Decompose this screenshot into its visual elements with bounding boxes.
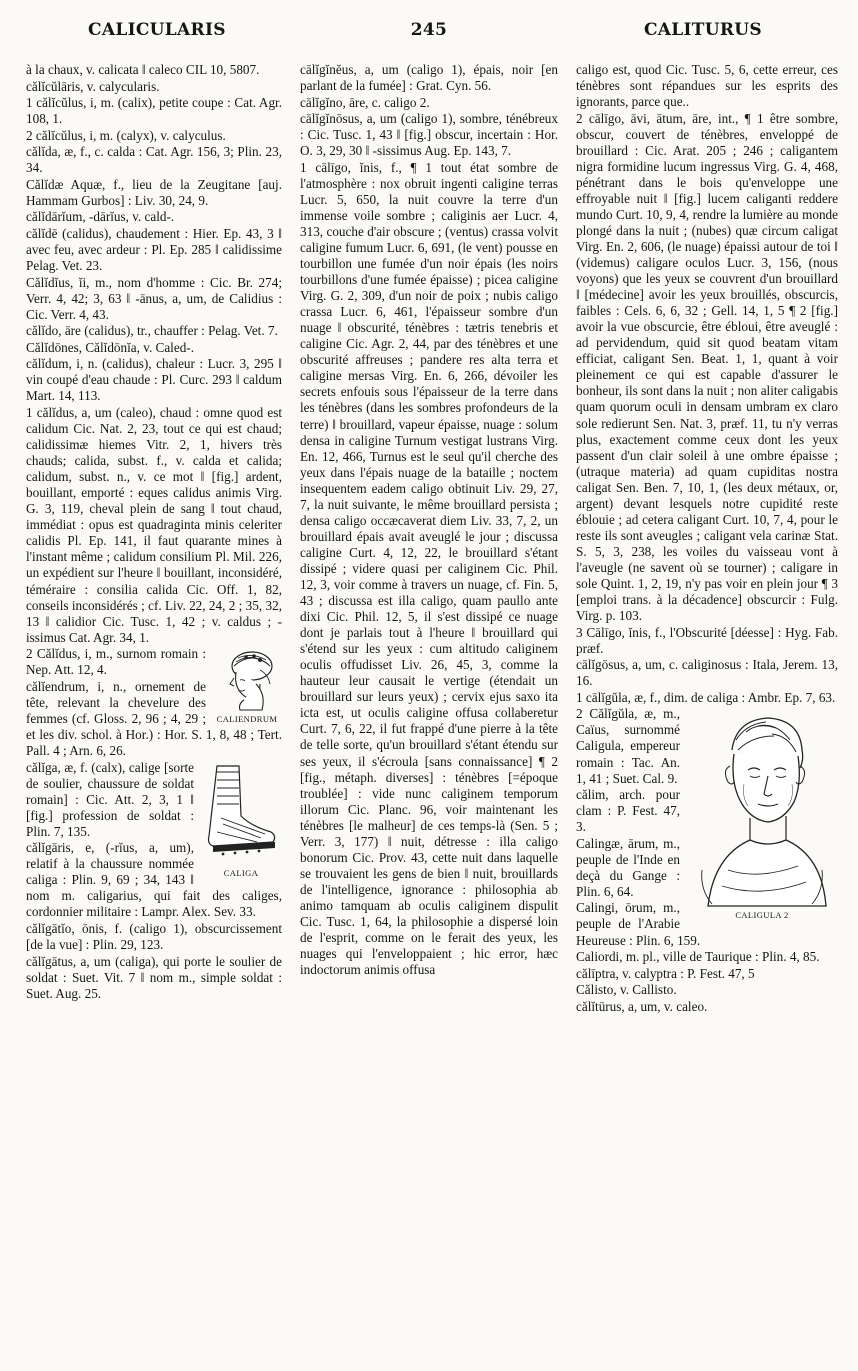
entry: 1 cālīgo, ĭnis, f., ¶ 1 tout état sombre de l'atmosphère : nox obruit ingenti caligine terras Lucr. 5, 650, la nuit couvre la terre d'un immense voile sombre ; caliginis aer Lucr. 4, 313, couche d'air obscure ; (ventus) crassa volvit caligine fumum Lucr. 6, 691, (le vent) pousse en tourbillon une fumée d'un noir épais (les noirs tourbillons d'une fumée épaisse) ; picea caligine Virg. G. 2, 309, d'un noir de poix ; nubis caligo crassa Lucr. 6, 461, l'épaisseur sombre d'un nuage ‖ obscurité, ténèbres : tætris tenebris et caligine Cic. Agr. 2, 44, par des ténèbres et une obscurité affreuses ; pandere res alta terra et caligine mersas Virg. En. 6, 266, dévoiler les secrets enfouis sous l'épaisseur de la terre dans les ténèbres (dans les sombres profondeurs de la terre) ‖ brouillard, vapeur épaisse, nuage : solum densa in caligine Turnum vestigat lustrans Virg. En. 12, 466, Turnus est le seul qu'il cherche des yeux dans l'épais nuage de la bataille ; noctem insequentem eadem caligo obtinuit Liv. 29, 27, 7, la nuit suivante, le même brouillard persista ; densa caligo occæcaverat diem Liv. 33, 7, 2, un brouillard épais avait aveuglé le jour ; discussa caligine Curt. 4, 12, 22, le brouillard s'étant dissipé ; videre quasi per caliginem Cic. Phil. 12, 3, voir comme à travers un nuage, cf. Fin. 5, 43 ; discussa est illa caligo, quam paullo ante dixi Cic. Phil. 12, 5, il s'est dissipé ce nuage dont je parlais tout à l'heure ‖ brouillard qui s'étend sur les yeux : cum altitudo caliginem oculis offudisset Liv. 26, 45, 3, comme la hauteur leur causait le vertige (étendait un brouillard sur leurs yeux) ; cervix ejus saxo ita icta est, ut oculis caligine offusa collaberetur Curt. 7, 6, 22, il fut frappé d'une pierre à la tête de telle sorte, qu'un brouillard s'étant étendu sur ses yeux, il s'écroula [sans connaissance] ¶ 2 [fig., métaph. diverses] : ténèbres [=époque troublée] : vide nunc caliginem temporum illorum Cic. Planc. 96, voir maintenant les ténèbres [le malheur] de ces temps-là (Sen. 5 ; Verr. 3, 177) ‖ nuit, détresse : illa caligo bonorum Cic. Prov. 43, cette nuit dans laquelle se trouvaient les gens de bien ‖ nuit, brouillards de l'intelligence, ignorance : philosophia ab animo tamquam ab oculis caliginem dispulit Cic. Tusc. 1, 64, la philosophie a dispersé loin de l'esprit, comme on le ferait des yeux, les nuages qui l'enveloppaient ; hic error, hæc indoctorum animis offusa bbox=[300, 159, 558, 978]
caliga-sandal-illustration bbox=[203, 762, 279, 868]
entry: cālĭgōsus, a, um, c. caliginosus : Itala, Jerem. 13, 16. bbox=[576, 657, 838, 689]
entry: călĭcŭlāris, v. calycularis. bbox=[26, 78, 160, 94]
entry: à la chaux, v. calicata ‖ caleco CIL 10, 5807. bbox=[26, 62, 260, 77]
caligula-bust-illustration bbox=[688, 710, 836, 910]
entry: călĭdē (calidus), chaudement : Hier. Ep. 43, 3 ‖ avec feu, avec ardeur : Pl. Ep. 285 ‖ calidissime Pelag. Vet. 23. bbox=[26, 225, 282, 274]
caliendrum-caption: CALIENDRUM bbox=[216, 714, 278, 725]
entry: cālĭgĭnĕus, a, um (caligo 1), épais, noir [en parlant de la fumée] : Grat. Cyn. 56. bbox=[300, 62, 558, 94]
entry: 3 Cālīgo, ĭnis, f., l'Obscurité [déesse] : Hyg. Fab. præf. bbox=[576, 624, 838, 656]
header-right-guide-word: CALITURUS bbox=[643, 20, 762, 40]
entry: 2 cālīgo, āvi, ātum, āre, int., ¶ 1 être sombre, obscur, couvert de ténèbres, enveloppé de brouillard : Cic. Arat. 205 ; 246 ; caligantem nigra formidine lucum ingressus Virg. G. 4, 468, pénétrant dans le bois qu'enveloppe une effroyable nuit ‖ [fig.] lucem caliganti reddere mundo Curt. 10, 9, 4, rendre la lumière au monde plongé dans la nuit ; (nubes) quæ circum caligat Virg. En. 2, 606, (le nuage) épaissi autour de toi ‖ (videmus) caligare oculos Lucr. 3, 156, (nous voyons) que les yeux se couvrent d'un brouillard ‖ [médecine] avoir les yeux brouillés, obscurcis, faibles : Cels. 6, 6, 32 ; Gell. 14, 1, 5 ¶ 2 [fig.] avoir la vue obscurcie, être ébloui, être aveuglé : ad pervidendum, quid sit quod beatam vitam efficiat, caligant Sen. Beat. 1, 1, quant à voir pleinement ce qui est capable d'assurer le bonheur, ils sont dans la nuit ; non aliter caligabis quam quorum oculi in densam umbram ex claro sole redierunt Sen. Nat. 3, præf. 11, tu n'y verras plus, exactement comme ceux dont les yeux passent d'un clair soleil à une ombre épaisse ; (utraque materia) ad quam cupiditas nostra caligat Sen. Ben. 7, 10, 1, (les deux métaux, or, argent) devant lesquels notre cupidité reste éblouie ; ad cetera caligant Curt. 10, 7, 4, pour le reste ils sont aveugles ; caligant vela carinæ Stat. S. 5, 3, 238, les voiles du vaisseau vont à l'aveugle (ne savent où se tourner) ; caligare in sole Quint. 1, 2, 19, n'y pas voir en plein jour ¶ 3 [emploi trans. à la décadence] obscurcir : Fulg. Virg. p. 103. bbox=[576, 110, 838, 624]
entry: 1 călĭdus, a, um (caleo), chaud : omne quod est calidum Cic. Nat. 2, 23, tout ce qui est chaud; calidissimæ hiemes Vitr. 2, 1, hivers très chauds; calida, subst. f., v. calda et calida; calidum, subst. n., v. ce mot ‖ [fig.] ardent, bouillant, emporté : eques calidus animis Virg. G. 3, 119, cheval plein de sang ‖ tout chaud, immédiat : opus est quadraginta minis celeriter calidis Pl. Ep. 141, il faut quarante mines à l'instant même ; calidum consilium Pl. Mil. 226, un expédient sur l'heure ‖ bouillant, inconsidéré, téméraire : consilia calida Cic. Off. 1, 82, conseils inconsidérés ; cf. Liv. 22, 24, 2 ; 35, 32, 13 ‖ calidior Cic. Tusc. 1, 42 ; v. caldus ; -issimus Cat. Agr. 34, 1. bbox=[26, 404, 282, 645]
figure-caliga bbox=[200, 762, 282, 878]
entry: călĭdārĭum, -dārĭus, v. cald-. bbox=[26, 209, 175, 225]
caliendrum-illustration bbox=[216, 648, 278, 714]
caligula-caption: CALIGULA 2 bbox=[735, 910, 789, 921]
entry: călĭdo, āre (calidus), tr., chauffer : Pelag. Vet. 7. bbox=[26, 323, 278, 339]
entry: caligo est, quod Cic. Tusc. 5, 6, cette erreur, ces ténèbres sont répandues sur les esprits des ignorants, parce que.. bbox=[576, 62, 838, 110]
entry: 1 călĭcŭlus, i, m. (calix), petite coupe : Cat. Agr. 108, 1. bbox=[26, 95, 282, 127]
column-3 bbox=[576, 62, 838, 1362]
entry: călīptra, v. calyptra : P. Fest. 47, 5 bbox=[576, 965, 755, 981]
entry: călĭga, æ, f. (calx), calige [sorte de soulier, chaussure de soldat romain] : Cic. Att. 2, 3, 1 ‖ [fig.] profession de soldat : Plin. 7, 135. bbox=[26, 759, 194, 839]
entry: Calingi, ōrum, m., peuple de l'Arabie Heureuse : Plin. 6, 159. bbox=[576, 900, 701, 948]
entry: 2 Călĭdus, i, m., surnom romain : Nep. Att. 12, 4. bbox=[26, 646, 206, 678]
figure-caliendrum bbox=[212, 648, 282, 724]
entry: 2 călĭcŭlus, i, m. (calyx), v. calyculus. bbox=[26, 127, 226, 143]
column-1 bbox=[26, 62, 282, 1362]
entry: Călĭdōnes, Călĭdōnĭa, v. Caled-. bbox=[26, 339, 194, 355]
entry: călĭendrum, i, n., ornement de tête, relevant la chevelure des femmes (cf. Gloss. 2, 96 ; 4, 29 ; et les div. schol. à Hor.) : Hor. S. 1, 8, 48 ; Tert. Pall. 4 ; Arn. 6, 26. bbox=[26, 678, 282, 758]
entry: călĭtūrus, a, um, v. caleo. bbox=[576, 998, 708, 1014]
column-2 bbox=[300, 62, 558, 1362]
entry: călĭgātus, a, um (caliga), qui porte le soulier de soldat : Suet. Vit. 7 ‖ nom m., simple soldat : Suet. Aug. 25. bbox=[26, 953, 282, 1001]
entry: călĭda, æ, f., c. calda : Cat. Agr. 156, 3; Plin. 23, 34. bbox=[26, 144, 282, 176]
entry: Călĭdæ Aquæ, f., lieu de la Zeugitane [auj. Hammam Gurbos] : Liv. 30, 24, 9. bbox=[26, 176, 282, 208]
entry: 2 Călĭgŭla, æ, m., Caïus, surnommé Caligula, empereur romain : Tac. An. 1, 41 ; Suet. Cal. 9. bbox=[576, 706, 680, 786]
header-left-guide-word: CALICULARIS bbox=[88, 20, 226, 40]
entry: Călĭdĭus, ĭi, m., nom d'homme : Cic. Br. 274; Verr. 4, 42; 3, 63 ‖ -ānus, a, um, de Calidius : Cic. Verr. 4, 43. bbox=[26, 274, 282, 322]
page-header bbox=[0, 20, 858, 46]
entry: Caliordi, m. pl., ville de Taurique : Plin. 4, 85. bbox=[576, 949, 820, 965]
entry: călĭdum, i, n. (calidus), chaleur : Lucr. 3, 295 ‖ vin coupé d'eau chaude : Pl. Curc. 293 ‖ caldum Mart. 14, 113. bbox=[26, 356, 282, 404]
entry: călĭgātĭo, ōnis, f. (caligo 1), obscurcissement [de la vue] : Plin. 29, 123. bbox=[26, 920, 282, 953]
entry: Călisto, v. Callisto. bbox=[576, 982, 677, 998]
entry: călĭgāris, e, (-rĭus, a, um), relatif à la chaussure nommée caliga : Plin. 9, 69 ; 34, 143 ‖ nom m. caligarius, qui fait des caliges, cordonnier militaire : Lampr. Alex. Sev. 33. bbox=[26, 840, 282, 920]
entry: călim, arch. pour clam : P. Fest. 47, 3. bbox=[576, 787, 680, 835]
caliga-caption: CALIGA bbox=[223, 867, 259, 878]
entry: 1 cālĭgŭla, æ, f., dim. de caliga : Ambr. Ep. 7, 63. bbox=[576, 689, 836, 705]
entry: cālĭgĭno, āre, c. caligo 2. bbox=[300, 94, 430, 110]
entry: Calingæ, ārum, m., peuple de l'Inde en deçà du Gange : Plin. 6, 64. bbox=[576, 835, 680, 899]
figure-caligula bbox=[686, 710, 838, 920]
entry: cālĭgĭnōsus, a, um (caligo 1), sombre, ténébreux : Cic. Tusc. 1, 43 ‖ [fig.] obscur, incertain : Hor. O. 3, 29, 30 ‖ -sissimus Aug. Ep. 143, 7. bbox=[300, 111, 558, 159]
page-number: 245 bbox=[410, 20, 448, 40]
